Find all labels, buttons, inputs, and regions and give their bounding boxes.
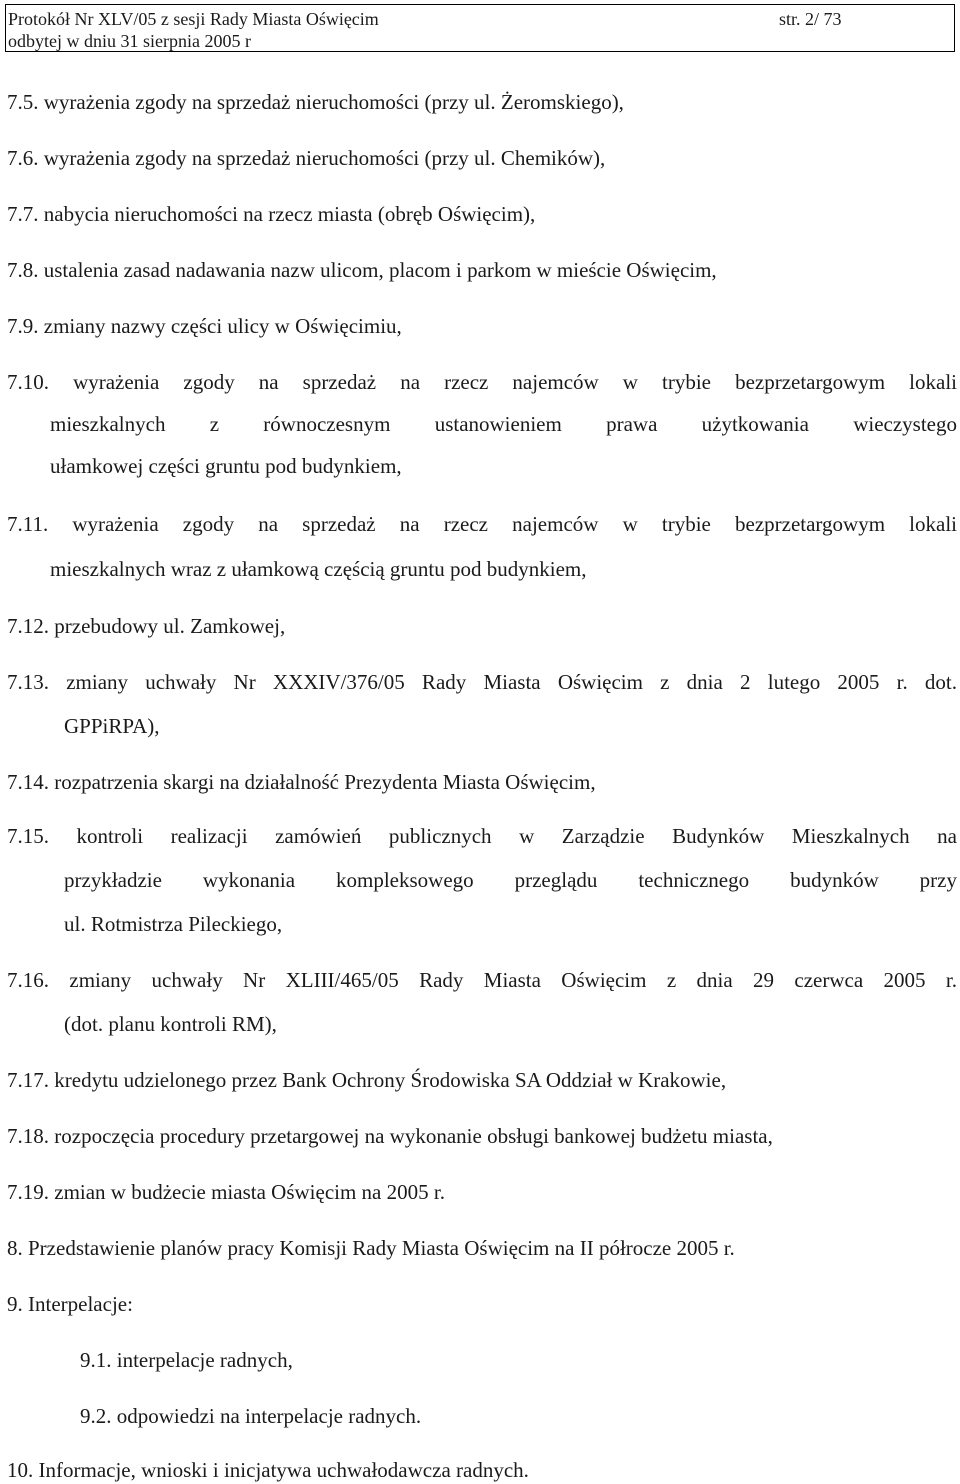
agenda-item-7-10 [7,368,957,396]
agenda-item-7-12: 7.12. przebudowy ul. Zamkowej, [7,614,286,638]
session-date: odbytej w dniu 31 sierpnia 2005 r [8,31,251,51]
agenda-item-7-6: 7.6. wyrażenia zgody na sprzedaż nieruchomości (przy ul. Chemików), [7,146,606,170]
agenda-item-7-10-line2: mieszkalnych z równoczesnym ustanowieniem prawa użytkowania wieczystego [50,412,957,436]
agenda-item-7-15-line1: 7.15. kontroli realizacji zamówień publicznych w Zarządzie Budynków Mieszkalnych na [7,824,957,848]
agenda-item-7-16 [7,966,957,994]
agenda-item-7-7: 7.7. nabycia nieruchomości na rzecz miasta (obręb Oświęcim), [7,202,536,226]
agenda-item-7-15-line3: ul. Rotmistrza Pileckiego, [64,912,283,936]
agenda-item-7-10-line3: ułamkowej części gruntu pod budynkiem, [50,454,402,478]
agenda-item-7-17: 7.17. kredytu udzielonego przez Bank Ochrony Środowiska SA Oddział w Krakowie, [7,1068,727,1092]
agenda-item-7-5: 7.5. wyrażenia zgody na sprzedaż nieruchomości (przy ul. Żeromskiego), [7,90,624,114]
agenda-item-8: 8. Przedstawienie planów pracy Komisji Rady Miasta Oświęcim na II półrocze 2005 r. [7,1236,735,1260]
agenda-item-7-10-line1: 7.10. wyrażenia zgody na sprzedaż na rzecz najemców w trybie bezprzetargowym lokali [7,370,957,394]
page-header [5,4,955,52]
agenda-item-9-2: 9.2. odpowiedzi na interpelacje radnych. [80,1404,422,1428]
agenda-item-7-10-continuation [50,410,957,438]
agenda-item-7-13-line1: 7.13. zmiany uchwały Nr XXXIV/376/05 Rady Miasta Oświęcim z dnia 2 lutego 2005 r. dot. [7,670,957,694]
protocol-title: Protokół Nr XLV/05 z sesji Rady Miasta Oświęcim [8,9,379,29]
agenda-item-7-11-line2: mieszkalnych wraz z ułamkową częścią gruntu pod budynkiem, [50,557,587,581]
agenda-item-7-15 [7,822,957,850]
agenda-item-9: 9. Interpelacje: [7,1292,133,1316]
agenda-item-7-16-line1: 7.16. zmiany uchwały Nr XLIII/465/05 Rady Miasta Oświęcim z dnia 29 czerwca 2005 r. [7,968,957,992]
agenda-item-7-9: 7.9. zmiany nazwy części ulicy w Oświęcimiu, [7,314,402,338]
agenda-item-7-18: 7.18. rozpoczęcia procedury przetargowej na wykonanie obsługi bankowej budżetu miasta, [7,1124,773,1148]
agenda-item-9-1: 9.1. interpelacje radnych, [80,1348,293,1372]
agenda-item-7-11-line1: 7.11. wyrażenia zgody na sprzedaż na rzecz najemców w trybie bezprzetargowym lokali [7,512,957,536]
agenda-item-7-19: 7.19. zmian w budżecie miasta Oświęcim na 2005 r. [7,1180,445,1204]
agenda-item-7-13 [7,668,957,696]
agenda-item-7-15-line2: przykładzie wykonania kompleksowego przeglądu technicznego budynków przy [64,868,957,892]
agenda-item-10: 10. Informacje, wnioski i inicjatywa uchwałodawcza radnych. [7,1458,529,1482]
agenda-item-7-14: 7.14. rozpatrzenia skargi na działalność Prezydenta Miasta Oświęcim, [7,770,596,794]
agenda-item-7-16-line2: (dot. planu kontroli RM), [64,1012,277,1036]
agenda-item-7-8: 7.8. ustalenia zasad nadawania nazw ulicom, placom i parkom w mieście Oświęcim, [7,258,717,282]
page-number: str. 2/ 73 [779,9,842,29]
agenda-item-7-15-continuation [64,866,957,894]
agenda-item-7-11 [7,510,957,538]
agenda-item-7-13-line2: GPPiRPA), [64,714,160,738]
